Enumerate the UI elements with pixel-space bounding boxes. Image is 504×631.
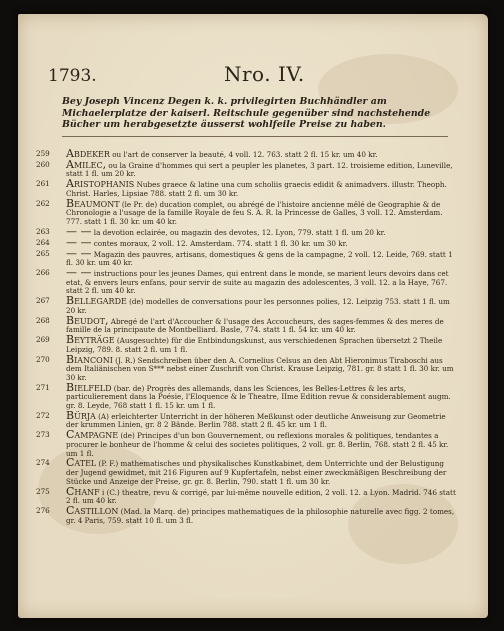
entry-text: la devotion eclairée, ou magazin des devotes, 12. Lyon, 779. statt 1 fl. um 20 kr. [91,227,386,237]
entry-text: Abregé de l'art d'Accoucher & l'usage des Accoucheurs, des sages-femmes & des meres de famille de la principaute de Montbelliard. Basle, 774. statt 1 fl. 54 kr. um 40 kr. [66,316,444,335]
entry-author: Beyträge [66,333,115,347]
entry-text: (bar. de) Progrès des allemands, dans les Sciences, les Belles-Lettres & les arts, particulierement dans la Poésie, l'Eloquence & le Theatre, IIme Edition revue & considerablement augm. gr. 8. Leyde, 768 statt 1 fl. 15 kr. um 1 fl. [66,383,451,410]
entry-number: 269 [36,335,50,345]
book-entry [36,428,456,458]
book-entry [36,313,456,335]
entry-author: Beudot, [66,313,109,327]
entry-text: (de) Principes d'un bon Gouvernement, ou reflexions morales & politiques, tendantes a procurer le bonheur de l'homme & celui des societes politiques, 2 voll. gr. 8. Berlin, 768. statt 2 fl. 45 kr. um 1 fl. [66,431,449,458]
entry-author: — — [66,235,92,249]
entry-author: Castillon [66,504,119,518]
entry-text: (le Pr. de) ducation complet, ou abrégé de l'histoire ancienne mêlé de Geographie & de Chronologie a l'usage de la famille Royale de feu S. A. R. la Princesse de Galles, 3 voll. 12. Amsterdam. 777. statt 1 fl. 30 kr. um 40 kr. [66,199,443,227]
entry-author: Amilec, [66,157,107,171]
book-entry [36,157,456,179]
book-entry [36,235,456,249]
book-entry [36,177,456,198]
entry-number: 271 [36,382,50,392]
entry-text: (Ausgesuchte) für die Entbindungskunst, aus verschiedenen Sprachen übersetzt 2 Theile Leipzig, 789. 8. statt 2 fl. um 1 fl. [66,336,443,354]
entry-number: 266 [36,268,50,278]
entry-text: i (C.) theatre, revu & corrigé, par lui-même nouvelle edition, 2 voll. 12. a Lyon. Madrid. 746 statt 2 fl. um 40 kr. [66,487,456,506]
book-entry [36,504,456,525]
entry-number: 273 [36,430,50,440]
entry-text: (P. F.) mathematisches und physikalisches Kunstkabinet, dem Unterrichte und der Belustigung der Jugend gewidmet, mit 216 Figuren auf 9 Kupfertafeln, nebst einer zweckmäßigen Beschreibung der Stücke und Anzeige der Preise, gr. gr. 8. Berlin, 790. statt 1 fl. um 30 kr. [66,459,447,486]
book-entry [36,246,456,268]
entry-number: 265 [36,248,50,258]
book-entry [36,408,456,430]
book-entry [36,484,456,506]
book-entry [36,196,456,227]
book-list [36,147,456,527]
book-entry [36,224,456,238]
book-entry [36,352,456,383]
header-rule [62,136,448,137]
entry-author: Chanf [66,484,100,498]
entry-author: — — [66,224,92,238]
entry-number: 272 [36,410,50,420]
entry-text: (de) modelles de conversations pour les personnes polies, 12. Leipzig 753. statt 1 fl. um 20 kr. [66,297,450,315]
entry-author: Bielfeld [66,380,112,394]
entry-author: Campagne [66,428,119,442]
entry-text: contes moraux, 2 voll. 12. Amsterdam. 774. statt 1 fl. 30 kr. um 30 kr. [91,238,348,248]
book-entry [36,456,456,486]
entry-text: ou la Graine d'hommes qui sert a peupler les planetes, 3 part. 12. troisieme edition, Luneville, statt 1 fl. um 20 kr. [66,160,453,179]
entry-text: (Mad. la Marq. de) principes mathematiques de la philosophie naturelle avec figg. 2 tomes, gr. 4 Paris, 759. statt 10 fl. um 3 fl. [66,507,455,525]
entry-text: (J. R.) Sendschreiben über den A. Cornelius Celsus an den Abt Hieronimus Tiraboschi aus dem Italiänischen von S*** nebst einer Zuschrift von Christ. Krause Leipzig, 781. gr. 8 statt 1 fl. 30 kr. um 30 kr. [66,355,454,382]
entry-number: 261 [36,179,50,189]
entry-number: 263 [36,226,50,236]
entry-text: (A) erleichterter Unterricht in der höheren Meßkunst oder deutliche Anweisung zur Geometrie der krummen Linien, gr. 8 2 Bände. Berlin 788. statt 2 fl. 45 kr. um 1 fl. [66,411,446,430]
entry-author: Bürja [66,408,96,422]
book-entry [36,294,456,315]
entry-number: 268 [36,315,50,325]
entry-author: — — [66,266,92,280]
year-label: 1793. [48,66,97,86]
document-header [48,62,444,88]
entry-author: Aristophanis [66,177,135,191]
book-entry [36,266,456,296]
entry-text: Magazin des pauvres, artisans, domestiques & gens de la campagne, 2 voll. 12. Leide, 769. statt 1 fl. 30 kr. um 40 kr. [66,249,453,268]
issue-number: Nro. IV. [224,62,305,86]
entry-author: Beaumont [66,196,120,210]
entry-number: 276 [36,506,50,516]
entry-author: Bellegarde [66,294,127,308]
book-entry [36,380,456,411]
entry-text: Nubes graece & latine una cum scholiis graecis edidit & animadvers. illustr. Theoph. Christ. Harles, Lipsiae 788. statt 2 fl. um 30 kr. [66,180,447,198]
entry-number: 264 [36,237,50,247]
entry-author: Abdeker [66,147,110,160]
entry-number: 259 [36,149,50,158]
entry-number: 267 [36,296,50,306]
entry-text: instructions pour les jeunes Dames, qui entrent dans le monde, se marient leurs devoirs dans cet etat, & envers leurs enfans, pour servir de suite au magazin des adolescentes, 3 voll. 12. a la Haye, 767. statt 2 fl. um 40 kr. [66,269,449,296]
entry-number: 275 [36,486,50,496]
entry-number: 260 [36,159,50,169]
entry-number: 274 [36,458,50,468]
entry-number: 270 [36,354,50,364]
entry-author: — — [66,246,92,260]
publisher-line: Bey Joseph Vincenz Degen k. k. privilegirten Buchhändler am Michaelerplatze der kaiserl. Reitschule gegenüber sind nachstehende Bücher um herabgesetzte äusserst wohlfeile Preise zu haben. [62,96,431,130]
book-entry [36,333,456,354]
entry-number: 262 [36,198,50,208]
entry-author: Bianconi [66,352,113,366]
entry-text: ou l'art de conserver la beauté, 4 voll. 12. 763. statt 2 fl. 15 kr. um 40 kr. [109,150,378,159]
entry-author: Catel [66,456,97,470]
